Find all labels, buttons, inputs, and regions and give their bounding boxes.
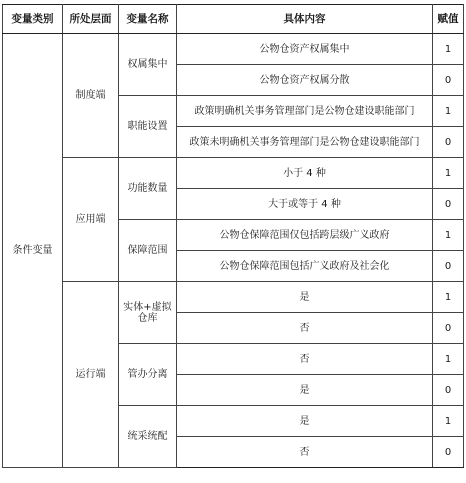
value-cell: 0 bbox=[433, 189, 464, 220]
variable-cell: 功能数量 bbox=[119, 158, 177, 220]
value-cell: 0 bbox=[433, 375, 464, 406]
content-cell: 否 bbox=[177, 344, 433, 375]
content-cell: 大于或等于 4 种 bbox=[177, 189, 433, 220]
value-cell: 0 bbox=[433, 251, 464, 282]
content-cell: 公物仓保障范围包括广义政府及社会化 bbox=[177, 251, 433, 282]
content-cell: 是 bbox=[177, 375, 433, 406]
level-cell-application: 应用端 bbox=[63, 158, 119, 282]
content-cell: 小于 4 种 bbox=[177, 158, 433, 189]
content-cell: 公物仓资产权属分散 bbox=[177, 65, 433, 96]
content-cell: 是 bbox=[177, 282, 433, 313]
content-cell: 公物仓保障范围仅包括跨层级广义政府 bbox=[177, 220, 433, 251]
variable-cell: 统采统配 bbox=[119, 406, 177, 468]
level-cell-institution: 制度端 bbox=[63, 34, 119, 158]
level-cell-operation: 运行端 bbox=[63, 282, 119, 468]
value-cell: 0 bbox=[433, 127, 464, 158]
variable-cell: 实体+虚拟仓库 bbox=[119, 282, 177, 344]
variable-assignment-table bbox=[2, 4, 464, 468]
header-variable-name: 变量名称 bbox=[119, 5, 177, 34]
table-row bbox=[3, 34, 464, 65]
table-row bbox=[3, 282, 464, 313]
header-variable-category: 变量类别 bbox=[3, 5, 63, 34]
header-content: 具体内容 bbox=[177, 5, 433, 34]
value-cell: 1 bbox=[433, 406, 464, 437]
value-cell: 1 bbox=[433, 282, 464, 313]
category-cell: 条件变量 bbox=[3, 34, 63, 468]
content-cell: 否 bbox=[177, 437, 433, 468]
value-cell: 1 bbox=[433, 220, 464, 251]
value-cell: 0 bbox=[433, 437, 464, 468]
header-level: 所处层面 bbox=[63, 5, 119, 34]
value-cell: 0 bbox=[433, 65, 464, 96]
value-cell: 1 bbox=[433, 34, 464, 65]
content-cell: 公物仓资产权属集中 bbox=[177, 34, 433, 65]
value-cell: 0 bbox=[433, 313, 464, 344]
value-cell: 1 bbox=[433, 158, 464, 189]
variable-cell: 职能设置 bbox=[119, 96, 177, 158]
variable-cell: 保障范围 bbox=[119, 220, 177, 282]
variable-cell: 管办分离 bbox=[119, 344, 177, 406]
value-cell: 1 bbox=[433, 344, 464, 375]
content-cell: 是 bbox=[177, 406, 433, 437]
content-cell: 政策明确机关事务管理部门是公物仓建设职能部门 bbox=[177, 96, 433, 127]
header-value: 赋值 bbox=[433, 5, 464, 34]
table-row bbox=[3, 158, 464, 189]
value-cell: 1 bbox=[433, 96, 464, 127]
variable-cell: 权属集中 bbox=[119, 34, 177, 96]
content-cell: 否 bbox=[177, 313, 433, 344]
content-cell: 政策未明确机关事务管理部门是公物仓建设职能部门 bbox=[177, 127, 433, 158]
header-row bbox=[3, 5, 464, 34]
